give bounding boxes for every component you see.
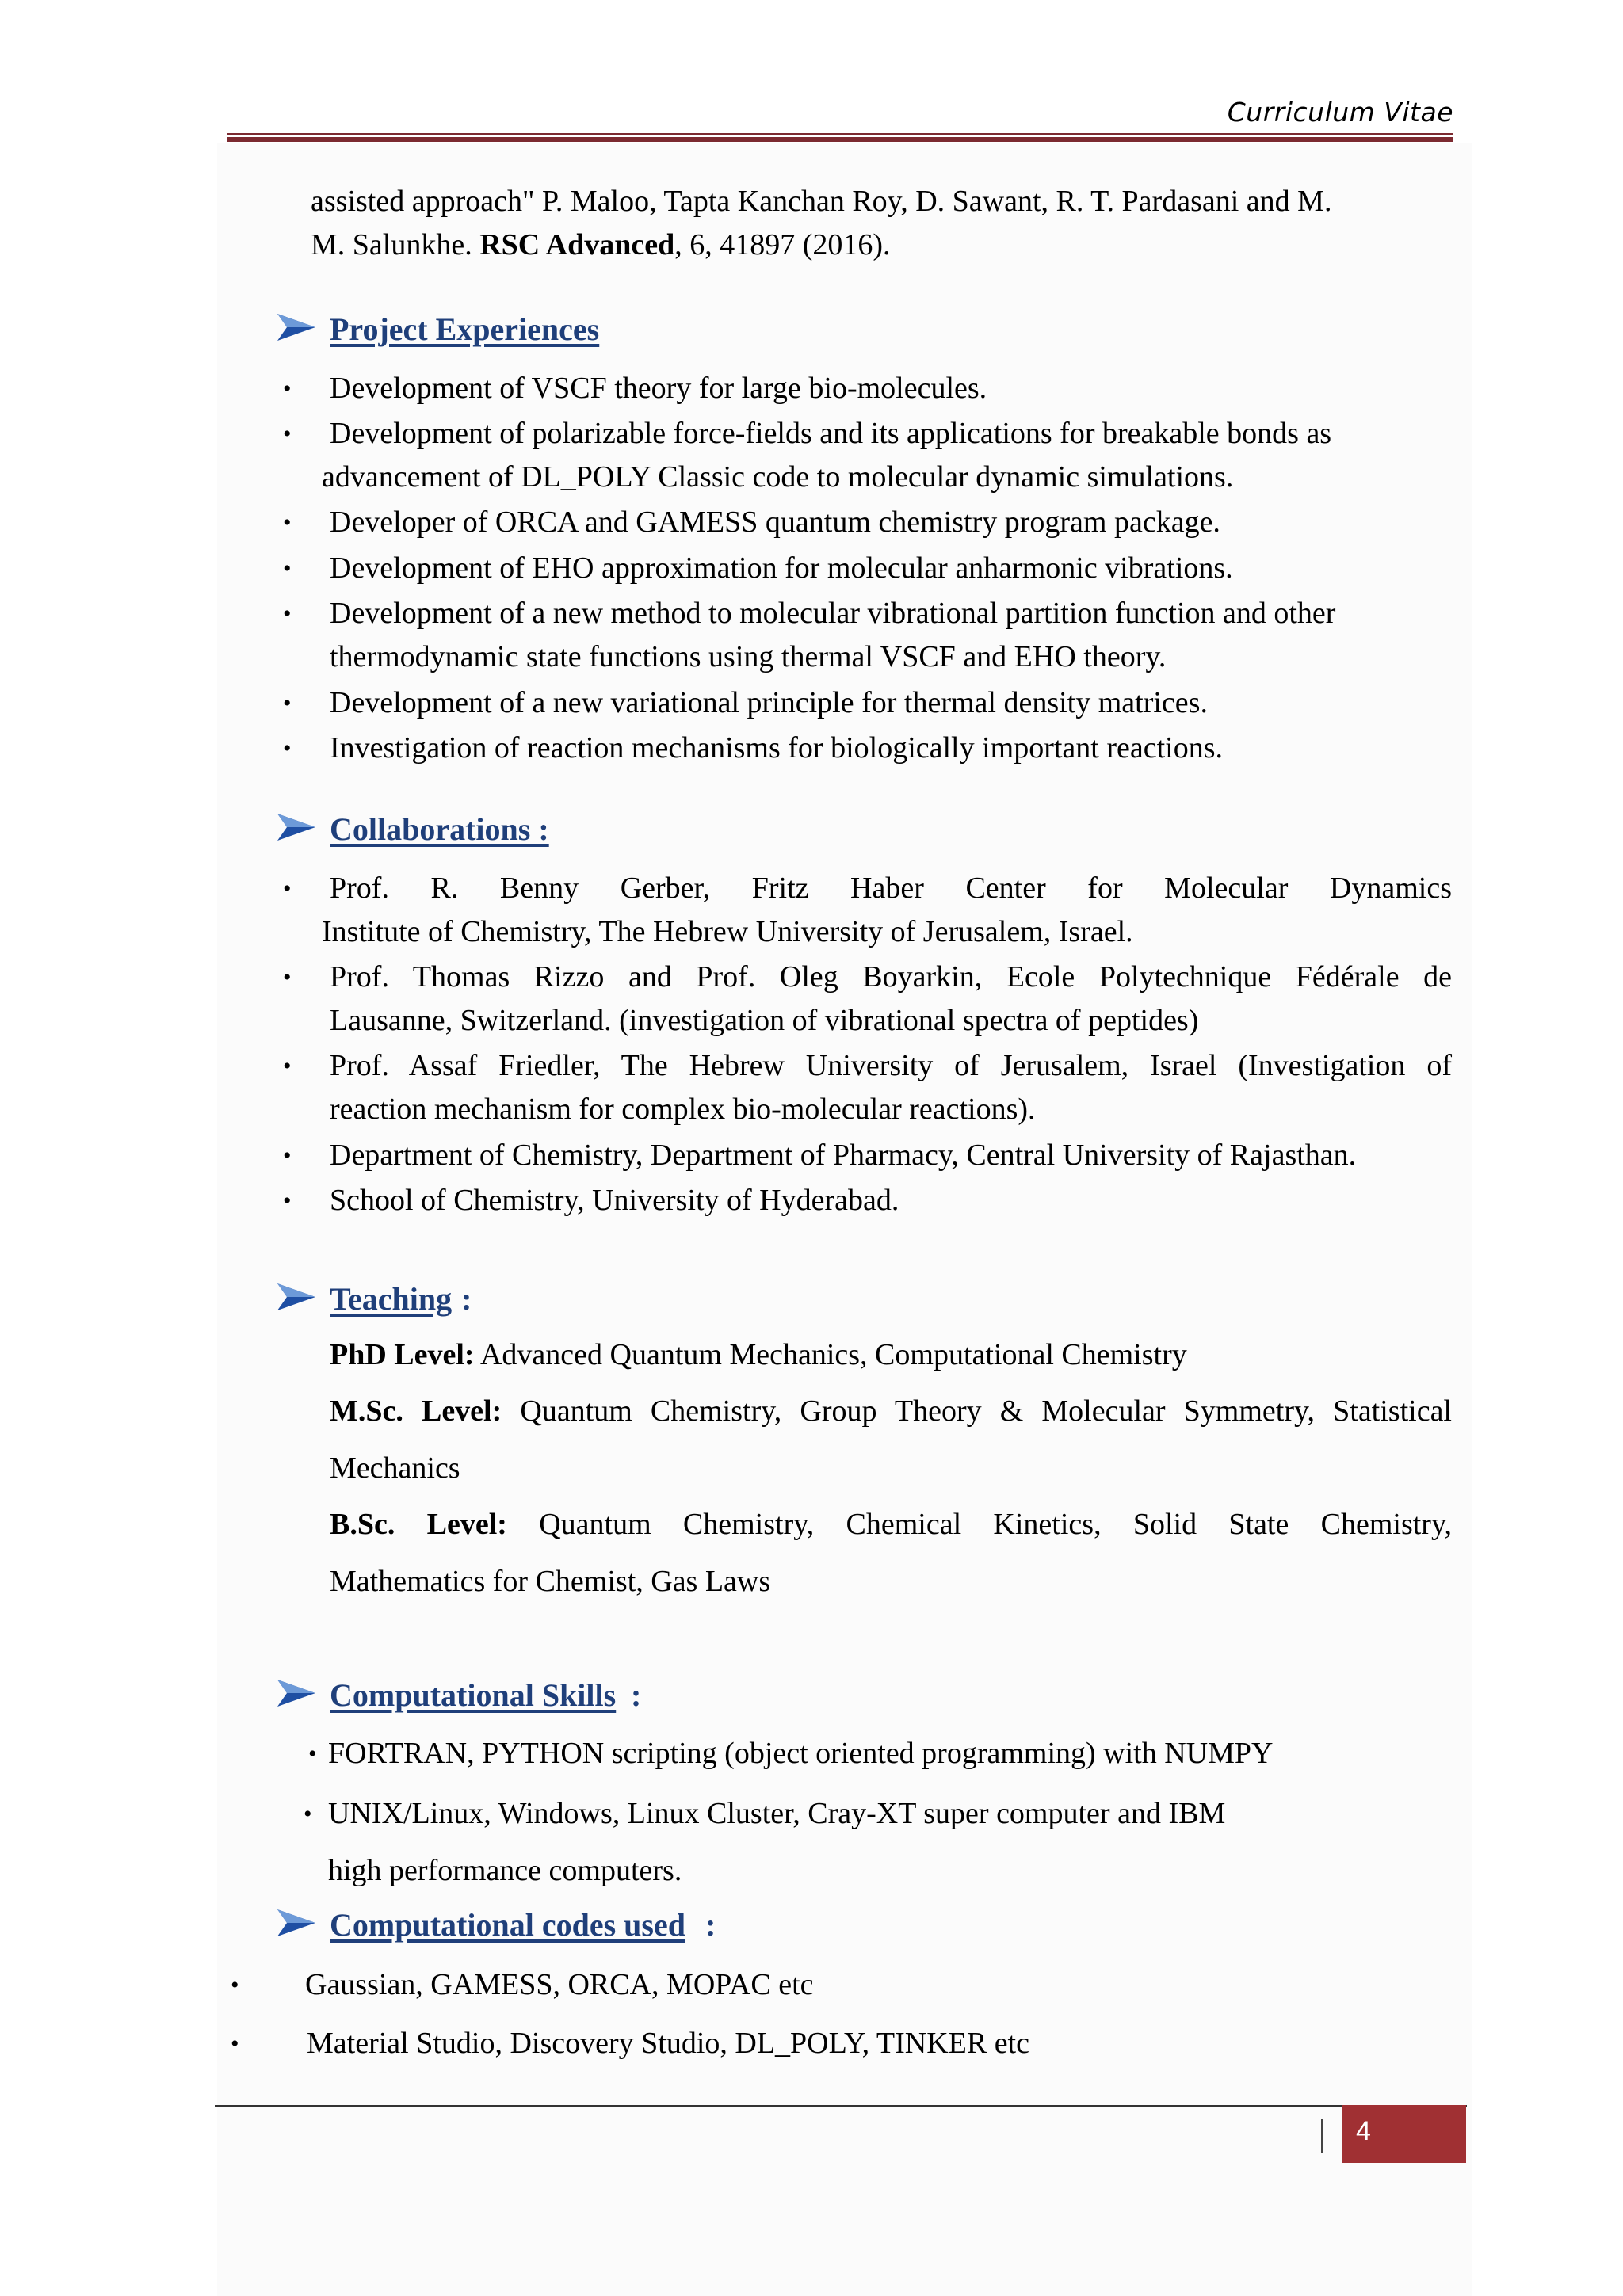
bullet-icon: • xyxy=(308,1741,317,1767)
bullet-icon: • xyxy=(283,735,292,761)
list-item-continuation: Institute of Chemistry, The Hebrew University of Jerusalem, Israel. xyxy=(322,915,1133,948)
list-item: Prof. Assaf Friedler, The Hebrew University of Jerusalem, Israel (Investigation of xyxy=(330,1049,1452,1082)
teaching-msc: M.Sc. Level: Quantum Chemistry, Group Theory & Molecular Symmetry, Statistical xyxy=(330,1394,1452,1428)
list-item: Investigation of reaction mechanisms for biologically important reactions. xyxy=(330,731,1224,765)
footer-rule xyxy=(215,2105,1467,2107)
bullet-icon: • xyxy=(283,1142,292,1169)
bullet-icon: • xyxy=(283,421,292,447)
teaching-msc-continuation: Mechanics xyxy=(330,1451,460,1485)
bullet-icon: • xyxy=(283,1053,292,1079)
arrow-bullet-icon xyxy=(277,1680,315,1707)
list-item-continuation: advancement of DL_POLY Classic code to molecular dynamic simulations. xyxy=(322,460,1234,494)
list-item: Material Studio, Discovery Studio, DL_POLY, TINKER etc xyxy=(307,2027,1029,2060)
page-number-box xyxy=(1342,2105,1466,2163)
bullet-icon: • xyxy=(231,2031,239,2057)
teaching-phd: PhD Level: Advanced Quantum Mechanics, Computational Chemistry xyxy=(330,1338,1187,1371)
list-item: Development of VSCF theory for large bio-molecules. xyxy=(330,372,987,405)
bullet-icon: • xyxy=(283,376,292,402)
section-heading-collaborations: Collaborations : xyxy=(330,811,549,847)
intro-line-1: assisted approach" P. Maloo, Tapta Kanchan Roy, D. Sawant, R. T. Pardasani and M. xyxy=(311,185,1332,218)
arrow-bullet-icon xyxy=(277,1283,315,1310)
arrow-bullet-icon xyxy=(277,314,315,341)
section-heading-computational-codes: Computational codes used xyxy=(330,1907,685,1943)
arrow-bullet-icon xyxy=(277,1909,315,1936)
list-item: UNIX/Linux, Windows, Linux Cluster, Cray-XT super computer and IBM xyxy=(328,1797,1226,1830)
bullet-icon: • xyxy=(283,509,292,536)
list-item-continuation: thermodynamic state functions using thermal VSCF and EHO theory. xyxy=(330,640,1167,673)
intro-line-2: M. Salunkhe. RSC Advanced, 6, 41897 (2016). xyxy=(311,228,891,261)
list-item-continuation: high performance computers. xyxy=(328,1854,682,1887)
section-heading-teaching: Teaching xyxy=(330,1281,453,1317)
list-item: Development of a new method to molecular vibrational partition function and other xyxy=(330,597,1336,630)
list-item: School of Chemistry, University of Hyderabad. xyxy=(330,1184,899,1217)
heading-colon: : xyxy=(461,1281,472,1317)
list-item: Developer of ORCA and GAMESS quantum chemistry program package. xyxy=(330,505,1220,539)
header-rule-thin xyxy=(227,133,1453,135)
bullet-icon: • xyxy=(283,1188,292,1214)
list-item: Development of a new variational principle for thermal density matrices. xyxy=(330,686,1208,719)
heading-colon: : xyxy=(705,1907,716,1943)
bullet-icon: • xyxy=(283,964,292,990)
bullet-icon: • xyxy=(231,1972,239,1998)
bullet-icon: • xyxy=(283,690,292,716)
heading-colon: : xyxy=(631,1677,642,1713)
bullet-icon: • xyxy=(283,875,292,902)
header-title: Curriculum Vitae xyxy=(1227,97,1453,128)
teaching-bsc-continuation: Mathematics for Chemist, Gas Laws xyxy=(330,1565,771,1598)
section-heading-project-experiences: Project Experiences xyxy=(330,311,600,347)
header-rule-thick xyxy=(227,137,1453,142)
list-item: Prof. R. Benny Gerber, Fritz Haber Center for Molecular Dynamics xyxy=(330,871,1452,905)
list-item: FORTRAN, PYTHON scripting (object oriented programming) with NUMPY xyxy=(328,1737,1274,1770)
list-item: Gaussian, GAMESS, ORCA, MOPAC etc xyxy=(305,1968,814,2001)
list-item: Development of polarizable force-fields and its applications for breakable bonds as xyxy=(330,417,1332,450)
page-number: 4 xyxy=(1356,2116,1371,2146)
bullet-icon: • xyxy=(283,601,292,627)
footer-separator xyxy=(1321,2119,1323,2153)
list-item-continuation: Lausanne, Switzerland. (investigation of vibrational spectra of peptides) xyxy=(330,1004,1199,1037)
section-heading-computational-skills: Computational Skills xyxy=(330,1677,617,1713)
list-item-continuation: reaction mechanism for complex bio-molecular reactions). xyxy=(330,1093,1036,1126)
teaching-bsc: B.Sc. Level: Quantum Chemistry, Chemical Kinetics, Solid State Chemistry, xyxy=(330,1508,1452,1541)
list-item: Prof. Thomas Rizzo and Prof. Oleg Boyarkin, Ecole Polytechnique Fédérale de xyxy=(330,960,1452,994)
list-item: Department of Chemistry, Department of Pharmacy, Central University of Rajasthan. xyxy=(330,1138,1357,1172)
arrow-bullet-icon xyxy=(277,814,315,841)
list-item: Development of EHO approximation for molecular anharmonic vibrations. xyxy=(330,551,1233,585)
bullet-icon: • xyxy=(304,1801,312,1827)
bullet-icon: • xyxy=(283,555,292,582)
